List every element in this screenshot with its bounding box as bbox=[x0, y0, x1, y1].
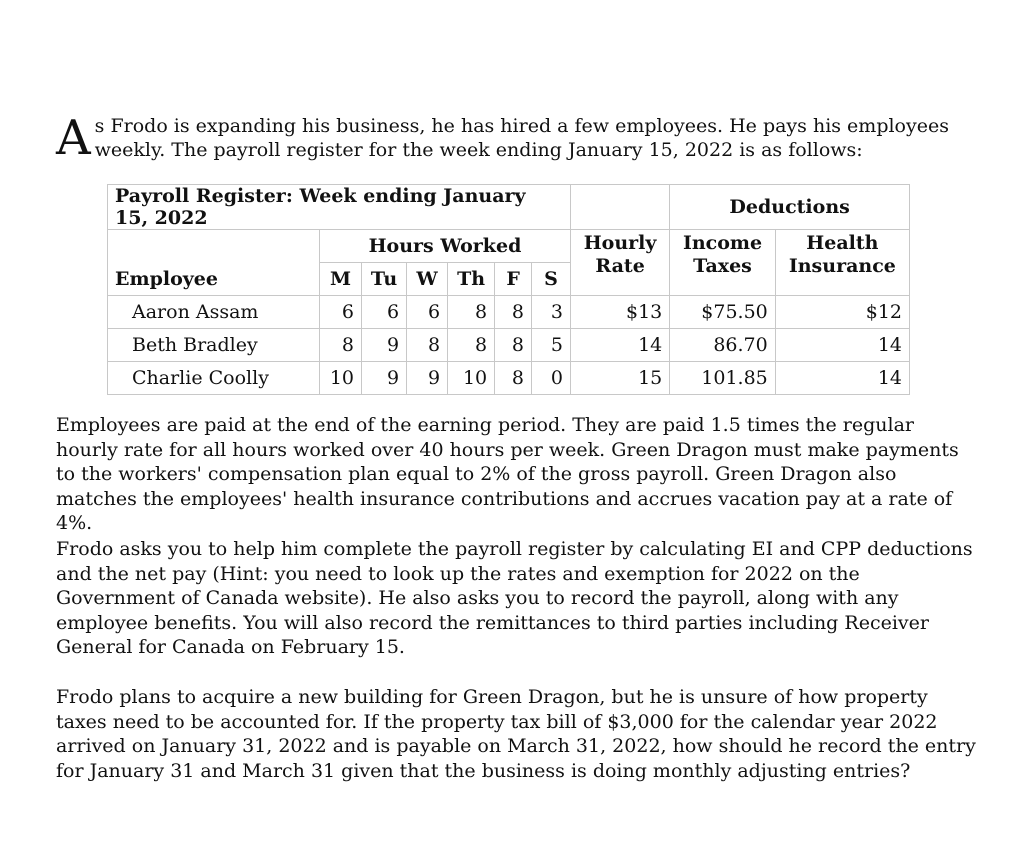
day-header: Th bbox=[448, 263, 495, 296]
hours-cell: 6 bbox=[320, 296, 362, 329]
table-title: Payroll Register: Week ending January 15, 2022 bbox=[108, 185, 571, 230]
table-row bbox=[108, 362, 910, 395]
employee-name: Charlie Coolly bbox=[108, 362, 320, 395]
hourly-rate-cell: $13 bbox=[570, 296, 669, 329]
hours-cell: 8 bbox=[448, 329, 495, 362]
hours-worked-header: Hours Worked bbox=[320, 230, 571, 263]
paragraph-payment-terms: Employees are paid at the end of the earning period. They are paid 1.5 times the regular hourly rate for all hours worked over 40 hours per week. Green Dragon must make payments to the workers' compensation plan equal to 2% of the gross payroll. Green Dragon also matches the employees' health insurance contributions and accrues vacation pay at a rate of 4%. bbox=[56, 414, 959, 534]
hours-cell: 9 bbox=[407, 362, 448, 395]
hours-cell: 5 bbox=[532, 329, 571, 362]
employee-name: Aaron Assam bbox=[108, 296, 320, 329]
hours-cell: 9 bbox=[362, 362, 407, 395]
intro-paragraph bbox=[56, 110, 956, 166]
hours-cell: 8 bbox=[320, 329, 362, 362]
income-taxes-header: Income Taxes bbox=[670, 230, 775, 296]
hours-cell: 6 bbox=[407, 296, 448, 329]
day-header: W bbox=[407, 263, 448, 296]
hours-cell: 10 bbox=[320, 362, 362, 395]
table-row bbox=[108, 329, 910, 362]
day-header: F bbox=[495, 263, 532, 296]
hours-cell: 8 bbox=[407, 329, 448, 362]
hourly-rate-cell: 15 bbox=[570, 362, 669, 395]
income-taxes-cell: $75.50 bbox=[670, 296, 775, 329]
day-header: Tu bbox=[362, 263, 407, 296]
day-header: S bbox=[532, 263, 571, 296]
health-insurance-cell: 14 bbox=[775, 362, 909, 395]
hours-cell: 8 bbox=[495, 329, 532, 362]
hourly-rate-header: Hourly Rate bbox=[570, 230, 669, 296]
table-row bbox=[108, 296, 910, 329]
health-insurance-header: Health Insurance bbox=[775, 230, 909, 296]
drop-cap: A bbox=[56, 110, 91, 166]
hours-cell: 8 bbox=[448, 296, 495, 329]
hours-cell: 10 bbox=[448, 362, 495, 395]
hours-cell: 9 bbox=[362, 329, 407, 362]
health-insurance-cell: $12 bbox=[775, 296, 909, 329]
employee-header: Employee bbox=[108, 263, 320, 296]
day-header: M bbox=[320, 263, 362, 296]
paragraph-property-tax: Frodo plans to acquire a new building for Green Dragon, but he is unsure of how property taxes need to be accounted for. If the property tax bill of $3,000 for the calendar year 2022 arrived on January 31, 2022 and is payable on March 31, 2022, how should he record the entry for January 31 and March 31 given that the business is doing monthly adjusting entries? bbox=[56, 686, 976, 782]
payroll-register-table bbox=[107, 184, 910, 395]
health-insurance-cell: 14 bbox=[775, 329, 909, 362]
hours-cell: 3 bbox=[532, 296, 571, 329]
income-taxes-cell: 86.70 bbox=[670, 329, 775, 362]
deductions-header: Deductions bbox=[670, 185, 910, 230]
income-taxes-cell: 101.85 bbox=[670, 362, 775, 395]
hourly-rate-cell: 14 bbox=[570, 329, 669, 362]
hours-cell: 6 bbox=[362, 296, 407, 329]
hours-cell: 8 bbox=[495, 362, 532, 395]
hours-cell: 0 bbox=[532, 362, 571, 395]
paragraph-deductions-task: Frodo asks you to help him complete the payroll register by calculating EI and CPP deductions and the net pay (Hint: you need to look up the rates and exemption for 2022 on the Government of Canada website). He also asks you to record the payroll, along with any employee benefits. You will also record the remittances to third parties including Receiver General for Canada on February 15. bbox=[56, 538, 973, 658]
employee-name: Beth Bradley bbox=[108, 329, 320, 362]
hours-cell: 8 bbox=[495, 296, 532, 329]
intro-text: s Frodo is expanding his business, he has hired a few employees. He pays his employees weekly. The payroll register for the week ending January 15, 2022 is as follows: bbox=[94, 115, 949, 161]
